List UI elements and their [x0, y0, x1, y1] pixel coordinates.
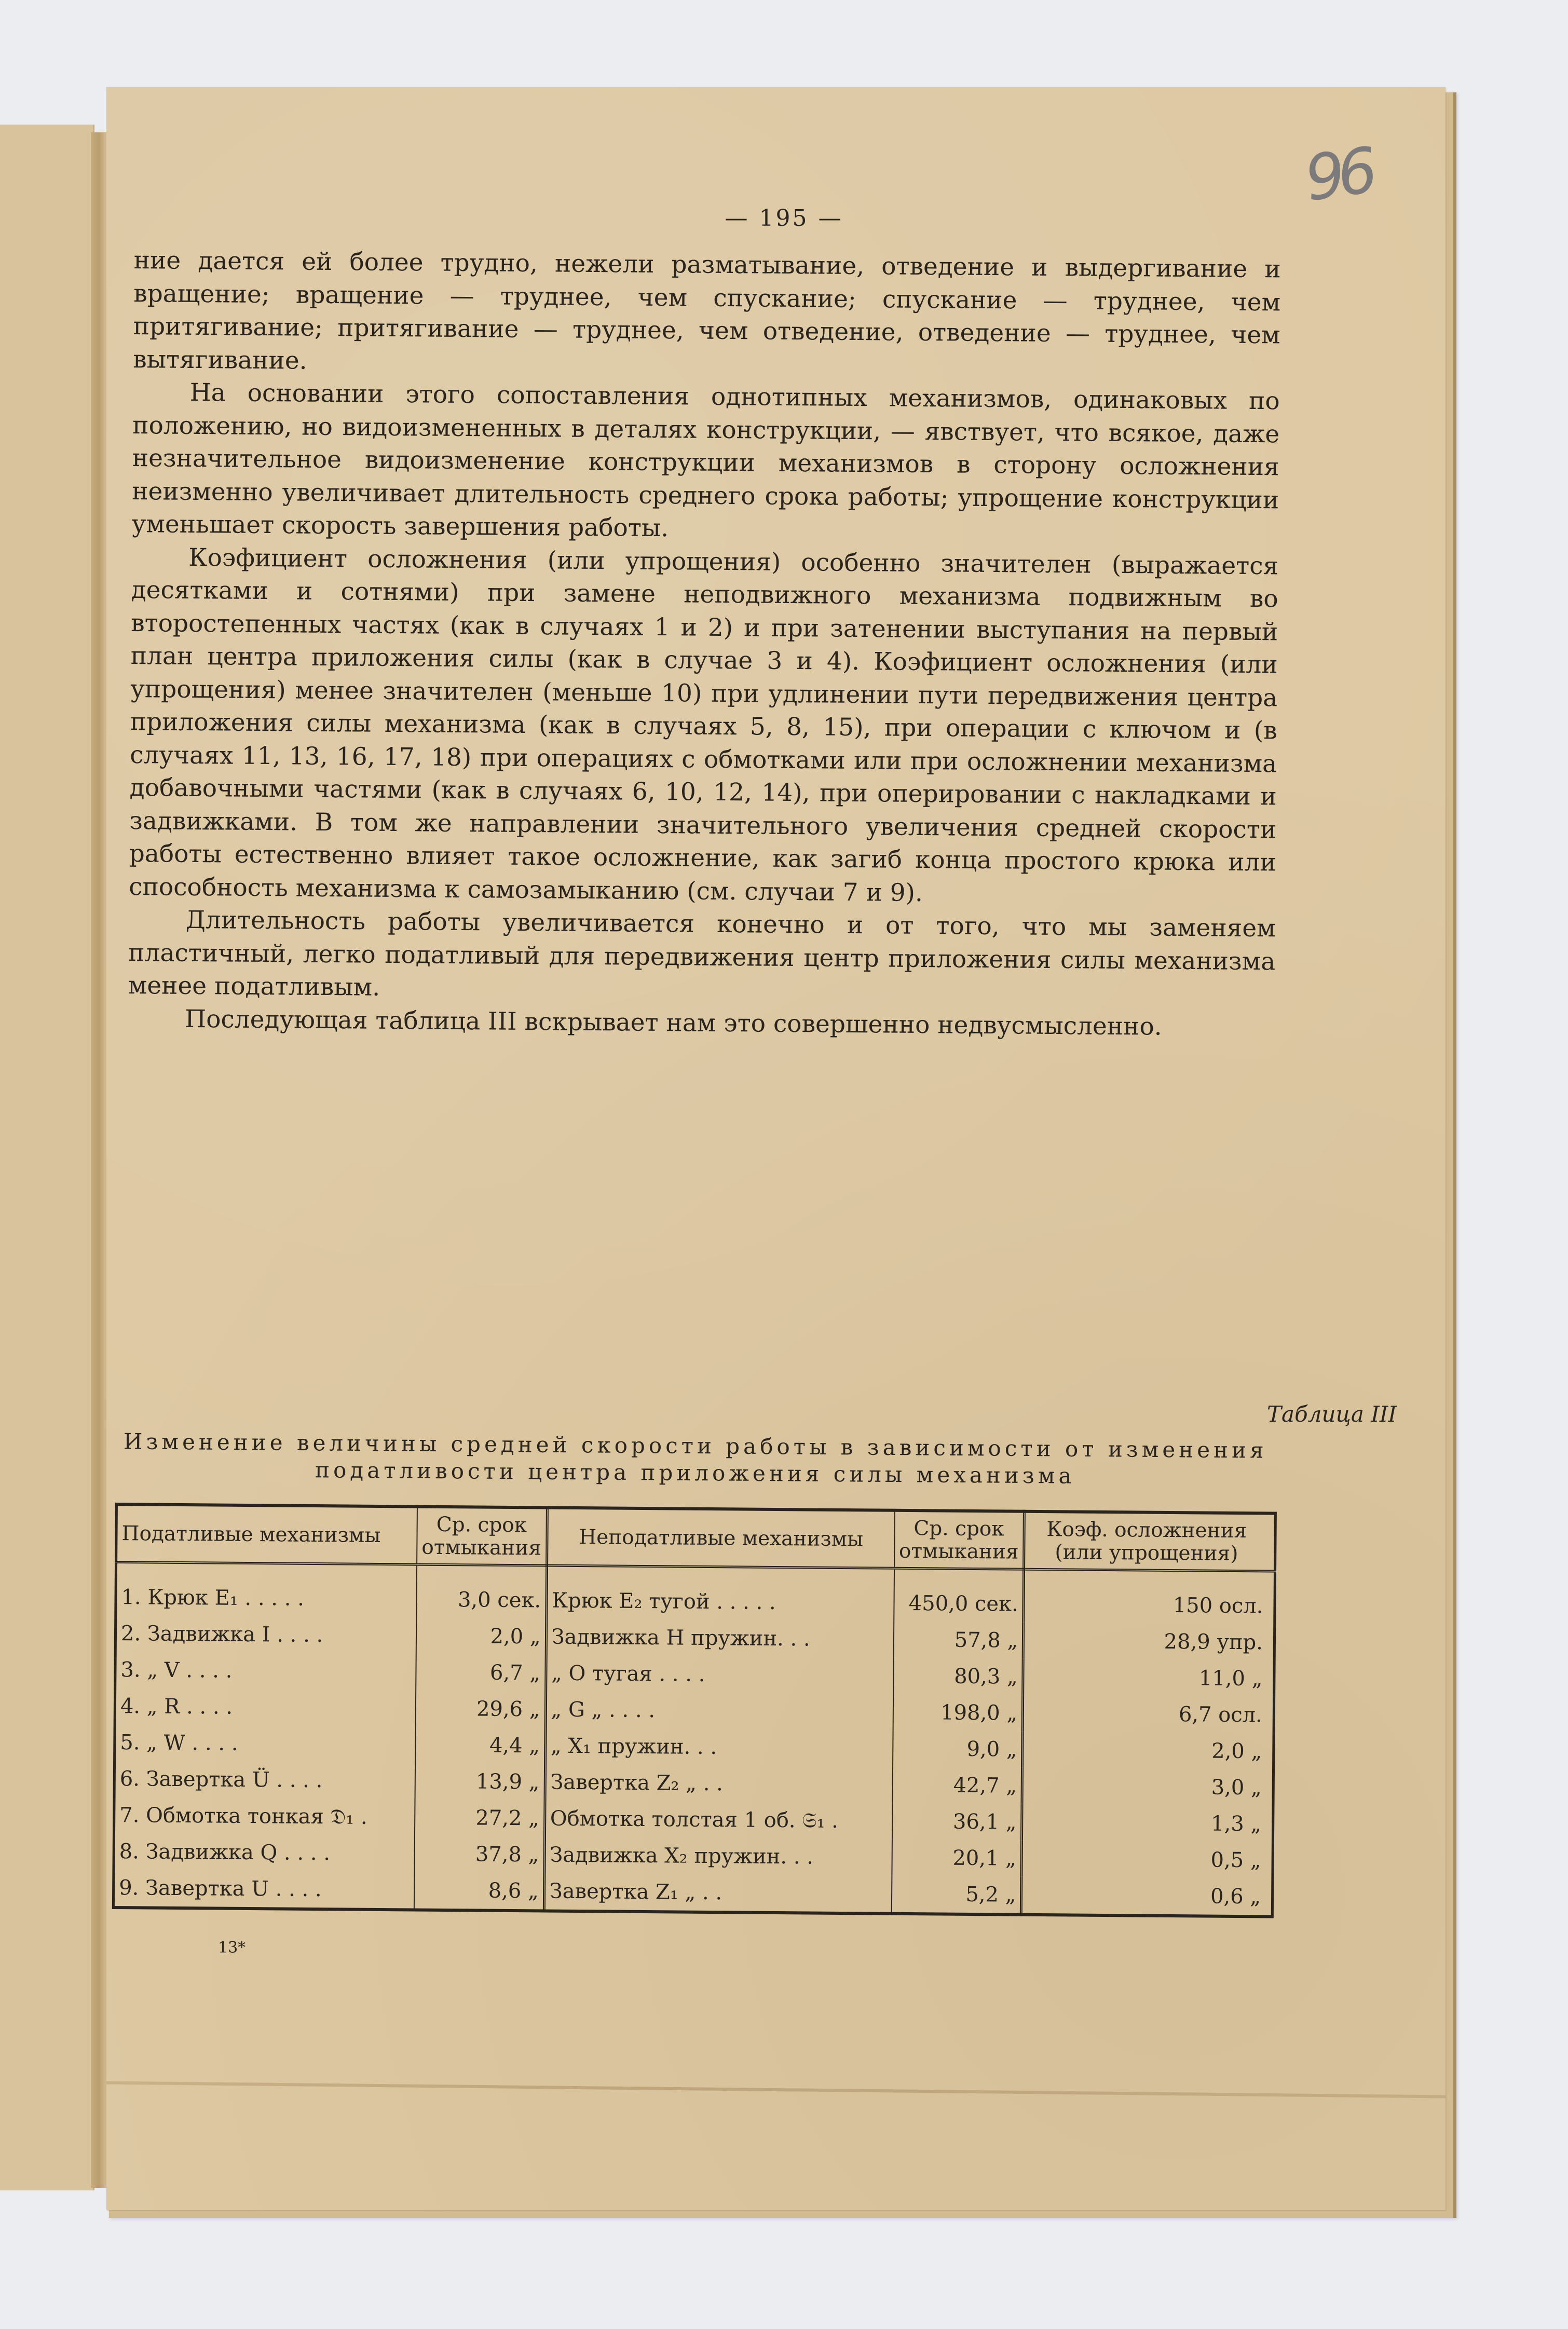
paragraph: Длительность работы увеличивается конечно и от того, что мы заменяем пластичный, легко податливый для передвижения центр приложения силы механизма менее податливым.: [128, 905, 1276, 1002]
coefficient-cell: 0,5 „: [1210, 1848, 1261, 1873]
coefficient-cell: 0,6 „: [1210, 1884, 1261, 1909]
table-caption: Изменение величины средней скорости работы в зависимости от изменения податливости центра приложения силы механизма: [123, 1428, 1267, 1489]
facing-left-page: [0, 125, 94, 2190]
yielding-mechanism-cell: 6. Завертка Ü . . . .: [114, 1761, 415, 1800]
rigid-time-cell: 57,8 „: [893, 1622, 1024, 1659]
yielding-time-cell: 29,6 „: [416, 1691, 546, 1728]
coefficient-cell: 28,9 упр.: [1164, 1629, 1263, 1655]
rigid-time-cell: 198,0 „: [893, 1694, 1023, 1732]
rigid-mechanism-cell: „ O тугая . . . .: [546, 1655, 893, 1694]
yielding-time-cell: 4,4 „: [415, 1727, 546, 1764]
rigid-time-cell: 42,7 „: [892, 1767, 1022, 1804]
yielding-time-cell: 3,0 сек.: [416, 1564, 547, 1618]
book-gutter: [91, 132, 106, 2188]
yielding-time-cell: 6,7 „: [416, 1654, 546, 1692]
yielding-time-cell: 2,0 „: [416, 1618, 547, 1655]
rigid-mechanism-cell: Задвижка X₂ пружин. . .: [544, 1837, 892, 1876]
yielding-time-cell: 27,2 „: [415, 1800, 545, 1837]
yielding-time-cell: 8,6 „: [414, 1872, 544, 1911]
yielding-mechanism-cell: 1. Крюк E₁ . . . . .: [116, 1562, 417, 1618]
page-number: — 195 —: [725, 205, 843, 231]
paragraph: Последующая таблица III вскрывает нам это совершенно недвусмысленно.: [185, 1004, 1162, 1041]
header-yielding-mechanisms: Податливые механизмы: [116, 1504, 417, 1564]
rigid-time-cell: 450,0 сек.: [894, 1568, 1024, 1622]
coefficient-cell: 6,7 осл.: [1178, 1703, 1263, 1727]
paragraph: На основании этого сопоставления однотипных механизмов, одинаковых по положению, но видоизмененных в деталях конструкции, — явствует, что всякое, даже незначительное видоизменение конструкции механизмов в сторону осложнения неизменно увеличивает длительность среднего срока работы; упрощение конструкции уменьшает скорость завершения работы.: [131, 378, 1280, 543]
yielding-mechanism-cell: 9. Завертка U . . . .: [113, 1870, 414, 1910]
header-complication-coefficient: Коэф. осложнения (или упрощения): [1024, 1511, 1276, 1571]
table-header-row: [116, 1504, 1276, 1571]
data-table: [112, 1503, 1277, 1918]
coefficient-cell: 2,0 „: [1211, 1739, 1262, 1764]
coefficient-cell: 3,0 „: [1211, 1775, 1262, 1800]
coefficient-cell: 11,0 „: [1198, 1666, 1263, 1691]
rigid-mechanism-cell: Завертка Z₁ „ . .: [544, 1873, 892, 1914]
body-text: [128, 244, 1281, 1044]
water-stain: [106, 2081, 1446, 2098]
yielding-mechanism-cell: 2. Задвижка I . . . .: [115, 1615, 416, 1654]
rigid-time-cell: 80,3 „: [893, 1658, 1024, 1695]
rigid-mechanism-cell: Крюк E₂ тугой . . . . .: [546, 1565, 894, 1622]
data-table-container: [112, 1503, 1277, 1918]
rigid-mechanism-cell: „ X₁ пружин. . .: [545, 1728, 893, 1767]
table-row: [116, 1562, 1275, 1625]
yielding-time-cell: 37,8 „: [414, 1836, 544, 1873]
yielding-mechanism-cell: 7. Обмотка тонкая 𝔇₁ .: [114, 1797, 415, 1836]
rigid-mechanism-cell: Задвижка H пружин. . .: [546, 1619, 894, 1658]
rigid-time-cell: 36,1 „: [892, 1803, 1022, 1841]
yielding-mechanism-cell: 4. „ R . . . .: [115, 1688, 416, 1727]
header-rigid-mechanisms: Неподатливые механизмы: [547, 1508, 894, 1569]
paragraph: Коэфициент осложнения (или упрощения) особенно значителен (выражается десятками и сотнями) при замене неподвижного механизма подвижным во второстепенных частях (как в случаях 1 и 2) и при затенении выступания на первый план центра приложения силы (как в случае 3 и 4). Коэфициент осложнения (или упрощения) менее значителен (меньше 10) при удлинении пути передвижения центра приложения силы механизма (как в случаях 5, 8, 15), при операции с ключом и (в случаях 11, 13, 16, 17, 18) при операциях с обмотками или при осложнении механизма добавочными частями (как в случаях 6, 10, 12, 14), при оперировании с накладками и задвижками. В том же направлении значительного увеличения средней скорости работы естественно влияет такое осложнение, как загиб конца простого крюка или способность механизма к самозамыканию (см. случаи 7 и 9).: [129, 543, 1279, 907]
header-avg-time-yielding: Ср. срок отмыкания: [417, 1507, 547, 1565]
coefficient-cell: 1,3 „: [1210, 1812, 1262, 1836]
paragraph: ние дается ей более трудно, нежели разматывание, отведение и выдергивание и вращение; вращение — труднее, чем спускание; спускание — труднее, чем притягивание; притягивание — труднее, чем отведение, отведение — труднее, чем вытягивание.: [133, 246, 1281, 375]
rigid-time-cell: 9,0 „: [893, 1731, 1023, 1768]
rigid-time-cell: 20,1 „: [892, 1840, 1022, 1877]
handwritten-page-mark: 96: [1300, 134, 1375, 216]
yielding-mechanism-cell: 5. „ W . . . .: [115, 1724, 416, 1763]
table-label: Таблица III: [1267, 1401, 1397, 1427]
yielding-mechanism-cell: 3. „ V . . . .: [115, 1652, 416, 1691]
rigid-mechanism-cell: Обмотка толстая 1 об. 𝔖₁ .: [544, 1801, 892, 1840]
rigid-mechanism-cell: Завертка Z₂ „ . .: [545, 1764, 893, 1803]
yielding-time-cell: 13,9 „: [415, 1763, 546, 1801]
coefficient-cell: 150 осл.: [1172, 1593, 1263, 1618]
signature-mark: 13*: [218, 1939, 246, 1957]
header-avg-time-rigid: Ср. срок отмыкания: [894, 1510, 1025, 1569]
yielding-mechanism-cell: 8. Задвижка Q . . . .: [114, 1833, 415, 1872]
rigid-time-cell: 5,2 „: [891, 1876, 1021, 1915]
rigid-mechanism-cell: „ G „ . . . .: [546, 1692, 893, 1731]
